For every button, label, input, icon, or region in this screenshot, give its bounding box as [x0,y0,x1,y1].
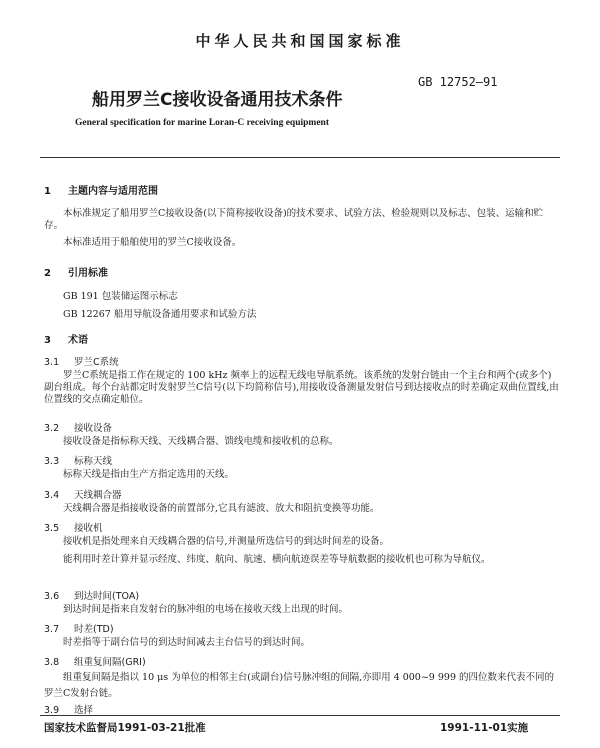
term-3-7-heading [44,621,114,635]
section-2-heading [44,264,108,279]
term-3-8-heading [44,654,146,668]
term-number: 3.8 [44,657,60,668]
term-name: 标称天线 [74,456,113,467]
term-3-5-definition: 接收机是指处理来自天线耦合器的信号,并测量所选信号的到达时间差的设备。 [63,536,390,547]
national-standard-heading: 中华人民共和国国家标准 [195,32,405,50]
term-number: 3.7 [44,624,60,635]
section-title: 主题内容与适用范围 [68,186,158,197]
term-3-4-heading [44,487,122,501]
term-name: 组重复间隔(GRI) [74,657,146,668]
term-name: 时差(TD) [74,624,114,635]
term-number: 3.2 [44,423,60,434]
term-name: 天线耦合器 [74,490,122,501]
term-number: 3.4 [44,490,60,501]
term-name: 接收设备 [74,423,113,434]
term-name: 罗兰C系统 [74,357,119,368]
term-number: 3.3 [44,456,60,467]
section-1-paragraph-1: 本标准规定了船用罗兰C接收设备(以下简称接收设备)的技术要求、试验方法、检验规则以及标志、包装、运输和贮存。 [44,208,544,231]
term-3-4-definition: 天线耦合器是指接收设备的前置部分,它具有滤波、放大和阻抗变换等功能。 [63,503,380,514]
term-number: 3.9 [44,705,60,716]
section-1-heading [44,182,158,197]
section-number: 3 [44,335,51,346]
term-number: 3.1 [44,357,60,368]
document-title-en: General specification for marine Loran-C receiving equipment [75,118,329,128]
term-number: 3.5 [44,523,60,534]
term-name: 接收机 [74,523,103,534]
term-name: 选择 [74,705,94,716]
term-3-6-definition: 到达时间是指来自发射台的脉冲组的电场在接收天线上出现的时间。 [63,604,349,615]
term-3-3-definition: 标称天线是指由生产方指定选用的天线。 [63,469,235,480]
term-3-5-heading [44,520,103,534]
implementation-date: 1991-11-01实施 [440,722,529,734]
reference-item: GB 12267 船用导航设备通用要求和试验方法 [63,309,257,320]
term-3-1-definition: 罗兰C系统是指工作在规定的 100 kHz 频率上的远程无线电导航系统。该系统的发射台链由一个主台和两个(或多个)副台组成。每个台站都定时发射罗兰C信号(以下均简称信号),用接收设备测量发射信号到达接收点的时差确定双曲位置线,由位置线的交点确定船位。 [44,370,559,405]
term-3-5-definition-extra: 能利用时差计算并显示经度、纬度、航向、航速、横向航迹误差等导航数据的接收机也可称为导航仪。 [63,554,491,565]
document-title-cn: 船用罗兰C接收设备通用技术条件 [92,90,343,110]
footer-divider [40,715,560,716]
section-title: 术语 [68,335,88,346]
term-3-2-heading [44,420,112,434]
term-3-8-definition: 组重复间隔是指以 10 μs 为单位的相邻主台(或副台)信号脉冲组的间隔,亦即用 4 000~9 999 的四位数来代表不同的罗兰C发射台链。 [44,672,555,699]
term-3-6-heading [44,588,139,602]
term-name: 到达时间(TOA) [74,591,140,602]
section-1-paragraph-2: 本标准适用于船舶使用的罗兰C接收设备。 [63,237,242,248]
approval-date: 国家技术监督局1991-03-21批准 [44,722,206,734]
section-number: 2 [44,268,51,279]
term-3-9-heading [44,702,93,716]
reference-item: GB 191 包装储运图示标志 [63,291,178,302]
section-3-heading [44,331,88,346]
header-divider [40,157,560,158]
section-number: 1 [44,186,51,197]
term-3-3-heading [44,453,112,467]
standard-number: GB 12752—91 [418,75,498,89]
section-title: 引用标准 [68,268,108,279]
term-number: 3.6 [44,591,60,602]
term-3-7-definition: 时差指等于副台信号的到达时间减去主台信号的到达时间。 [63,637,311,648]
term-3-2-definition: 接收设备是指标称天线、天线耦合器、馈线电缆和接收机的总称。 [63,436,339,447]
term-3-1-heading [44,354,119,368]
